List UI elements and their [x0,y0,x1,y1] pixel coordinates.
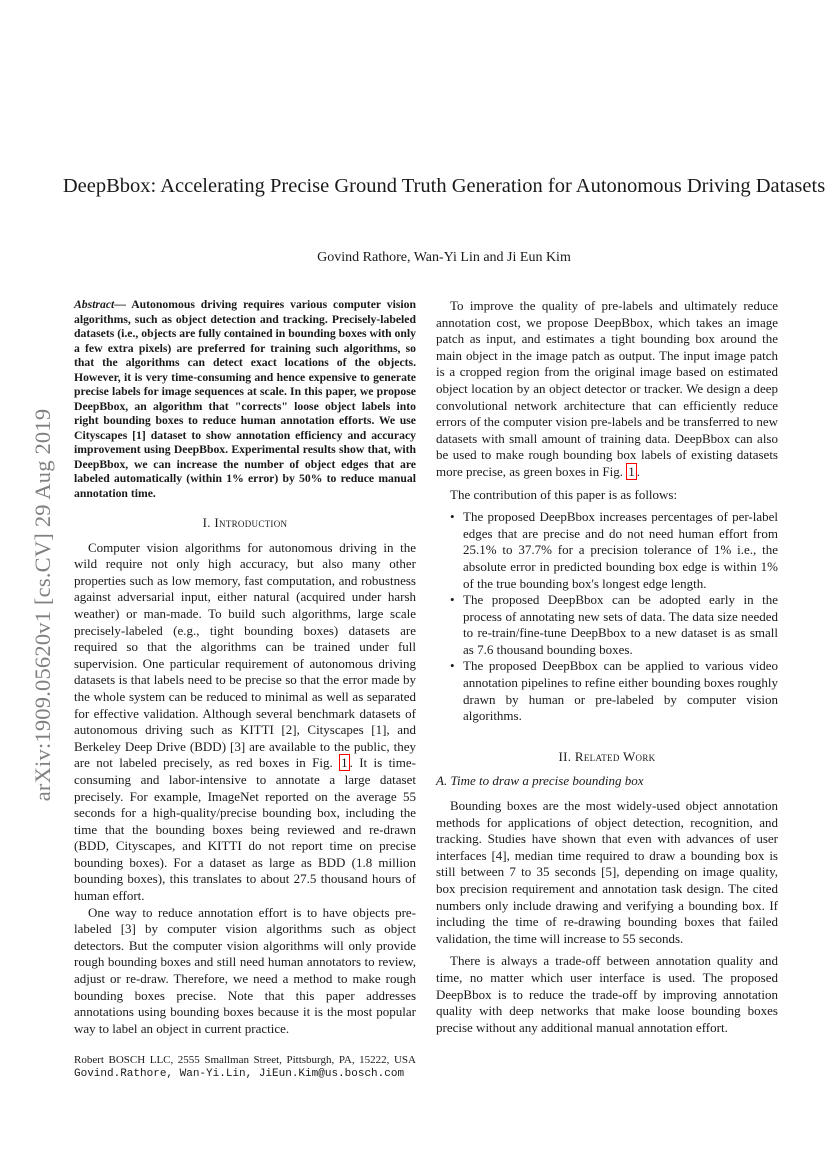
contribution-item: • The proposed DeepBbox can be adopted early in the process of annotating new sets of data. The data size needed to re-train/fine-tune DeepBbox to a new dataset is as small as 7.6 thousand bounding boxes. [436,592,778,658]
intro-paragraph-3 [436,298,778,481]
paper-title: DeepBbox: Accelerating Precise Ground Truth Generation for Autonomous Driving Datasets [62,175,826,197]
figure-1-link[interactable]: 1 [341,755,348,771]
arxiv-identifier [26,360,60,850]
intro-paragraph-1-part-a: Computer vision algorithms for autonomous driving in the wild require not only high accuracy, but also many other properties such as low memory, fast computation, and robustness against adversarial input, either natural (acquired under harsh weather) or man-made. To build such algorithms, large scale precisely-labeled (e.g., tight bounding boxes) datasets are required so that the algorithms can be trained under full supervision. One particular requirement of autonomous driving datasets is that labels need to be precise so that the error made by the whole system can be reduced to minimal as well as separated for effective validation. Although several benchmark datasets of autonomous driving such as KITTI [2], Cityscapes [1], and Berkeley Deep Drive (BDD) [3] are available to the public, they are not labeled precisely, as red boxes in Fig. [74,539,416,771]
subsection-a-heading: A. Time to draw a precise bounding box [436,773,644,789]
footnote-affiliation [74,1054,416,1081]
related-work-heading: II. Related Work [558,748,656,764]
intro-paragraph-1 [74,540,416,905]
left-column [74,298,416,1037]
footnote-emails: Govind.Rathore, Wan-Yi.Lin, JiEun.Kim@us.bosch.com [74,1068,405,1080]
abstract [74,298,416,501]
intro-paragraph-3-part-b: . [636,463,641,479]
paper-authors: Govind Rathore, Wan-Yi Lin and Ji Eun Kim [317,250,571,265]
abstract-text: — Autonomous driving requires various computer vision algorithms, such as object detection and tracking. Precisely-labeled datasets (i.e., objects are fully contained in bounding boxes with only a few extra pixels) are preferred for training such algorithms, so that the algorithms can detect exact locations of the objects. However, it is very time-consuming and hence expensive to generate precise labels for image sequences at scale. In this paper, we propose DeepBbox, an algorithm that "corrects" loose object labels into right bounding boxes to reduce human annotation efforts. We use Cityscapes [1] dataset to show annotation efficiency and accuracy improvement using DeepBbox. Experimental results show that, with DeepBbox, we can increase the number of object edges that are labeled automatically (within 1% error) by 50% to reduce manual annotation time. [74,298,416,500]
footnote-address: Robert BOSCH LLC, 2555 Smallman Street, Pittsburgh, PA, 15222, USA [74,1054,416,1066]
intro-paragraph-3-part-a: To improve the quality of pre-labels and ultimately reduce annotation cost, we propose DeepBbox, which takes an image patch as input, and estimates a tight bounding box around the main object in the image patch as output. The input image patch is a cropped region from the original image based on estimated object location by an object detector or tracker. We design a deep convolutional network architecture that can efficiently reduce errors of the computer vision pre-labels and be transferred to new datasets with small amount of training data. DeepBbox can also be used to make rough bounding box labels of existing datasets more precise, as green boxes in Fig. [436,298,778,479]
intro-paragraph-1-part-b: . It is time-consuming and labor-intensive to annotate a large dataset precisely. For example, ImageNet reported on the average 55 seconds for a high-quality/precise bounding box, including the time that the bounding boxes being reviewed and re-drawn (BDD, Cityscapes, and KITTI do not report time on precise bounding boxes). For a dataset as large as BDD (1.8 million bounding boxes), this translates to about 27.5 thousand hours of human effort. [74,755,417,904]
arxiv-identifier-text: arXiv:1909.05620v1 [cs.CV] 29 Aug 2019 [30,408,55,802]
figure-1-link-2[interactable]: 1 [628,463,635,479]
related-paragraph-1: Bounding boxes are the most widely-used object annotation methods for applications of object detection, recognition, and tracking. Studies have shown that even with advances of user interfaces [4], median time required to draw a bounding box is still between 7 to 35 seconds [5], depending on image quality, box precision requirement and annotation task design. The cited numbers only include drawing and verifying a bounding box. If including the time of re-drawing bounding boxes that failed validation, the time will increase to 55 seconds. [436,798,778,946]
related-paragraph-2: There is always a trade-off between annotation quality and time, no matter which user interface is used. The proposed DeepBbox is to reduce the trade-off by improving annotation quality with deep networks that make loose bounding boxes precise without any additional manual annotation effort. [436,953,778,1035]
abstract-lead: Abstract [74,298,115,311]
contribution-item: • The proposed DeepBbox can be applied to various video annotation pipelines to refine either bounding boxes roughly drawn by human or pre-labeled by computer vision algorithms. [436,658,778,724]
intro-paragraph-2: One way to reduce annotation effort is to have objects pre-labeled [3] by computer vision algorithms such as object detectors. But the computer vision algorithms will only provide rough bounding boxes and still need human annotators to review, adjust or re-draw. Therefore, we need a method to make rough bounding boxes precise. Note that this paper addresses annotations using bounding boxes because it is the most popular way to label an object in current practice. [74,904,416,1036]
right-column [436,298,778,1036]
contribution-intro: The contribution of this paper is as follows: [450,486,678,502]
introduction-heading: I. Introduction [202,515,288,530]
contribution-list [436,509,778,725]
contribution-item: • The proposed DeepBbox increases percentages of per-label edges that are precise and do not need human effort from 25.1% to 37.7% for a precision tolerance of 1% i.e., the absolute error in predicted bounding box edge is within 1% of the true bounding box's longest edge length. [436,509,778,592]
